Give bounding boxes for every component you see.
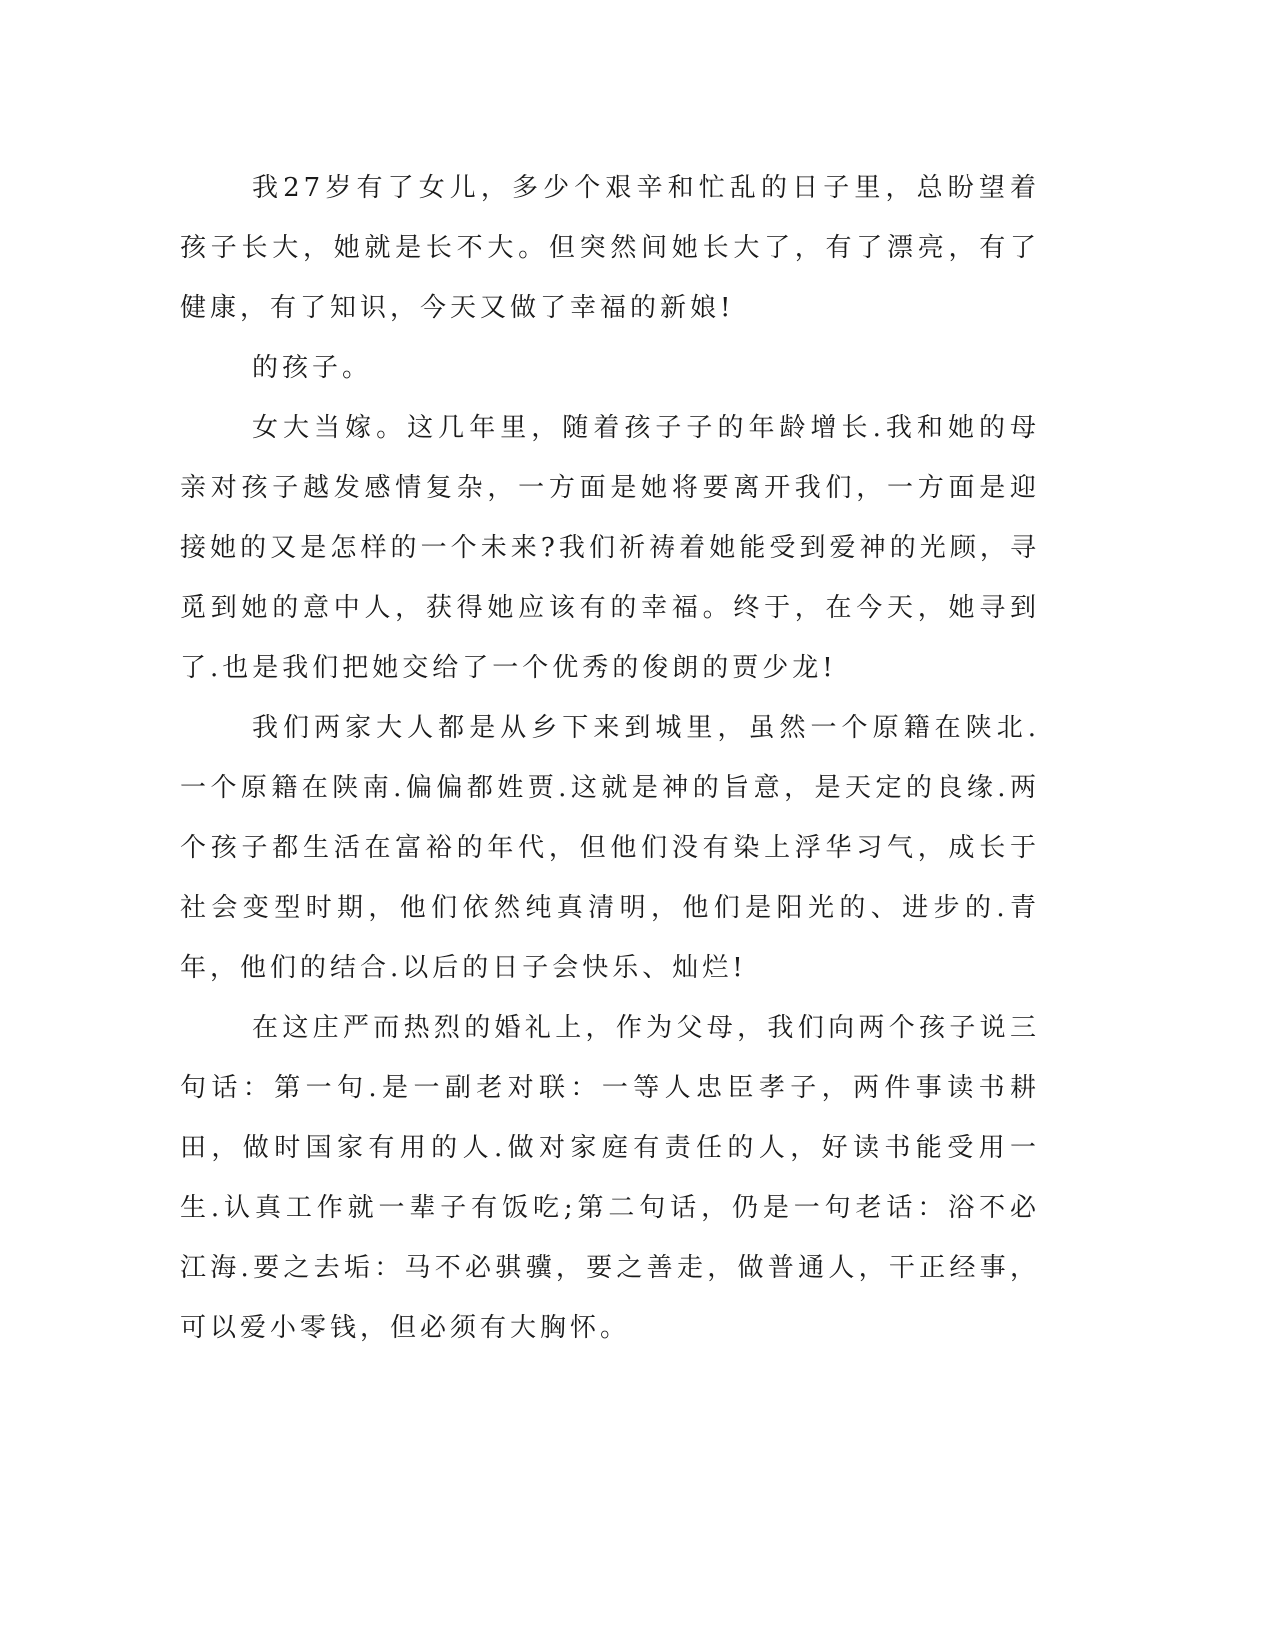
paragraph-5: 在这庄严而热烈的婚礼上，作为父母，我们向两个孩子说三句话：第一句.是一副老对联：一等人忠臣孝子，两件事读书耕田，做时国家有用的人.做对家庭有责任的人，好读书能受用一生.认真工作就一辈子有饭吃;第二句话，仍是一句老话：浴不必江海.要之去垢：马不必骐骥，要之善走，做普通人，干正经事，可以爱小零钱，但必须有大胸怀。 (180, 1013, 1040, 1343)
document-body (180, 158, 1040, 1358)
paragraph-2: 的孩子。 (252, 353, 373, 383)
paragraph-3: 女大当嫁。这几年里，随着孩子子的年龄增长.我和她的母亲对孩子越发感情复杂，一方面是她将要离开我们，一方面是迎接她的又是怎样的一个未来?我们祈祷着她能受到爱神的光顾，寻觅到她的意中人，获得她应该有的幸福。终于，在今天，她寻到了.也是我们把她交给了一个优秀的俊朗的贾少龙! (180, 413, 1040, 683)
paragraph-4: 我们两家大人都是从乡下来到城里，虽然一个原籍在陕北.一个原籍在陕南.偏偏都姓贾.这就是神的旨意，是天定的良缘.两个孩子都生活在富裕的年代，但他们没有染上浮华习气，成长于社会变型时期，他们依然纯真清明，他们是阳光的、进步的.青年，他们的结合.以后的日子会快乐、灿烂! (180, 713, 1040, 983)
paragraph-1: 我27岁有了女儿，多少个艰辛和忙乱的日子里，总盼望着孩子长大，她就是长不大。但突然间她长大了，有了漂亮，有了健康，有了知识，今天又做了幸福的新娘! (180, 173, 1040, 323)
